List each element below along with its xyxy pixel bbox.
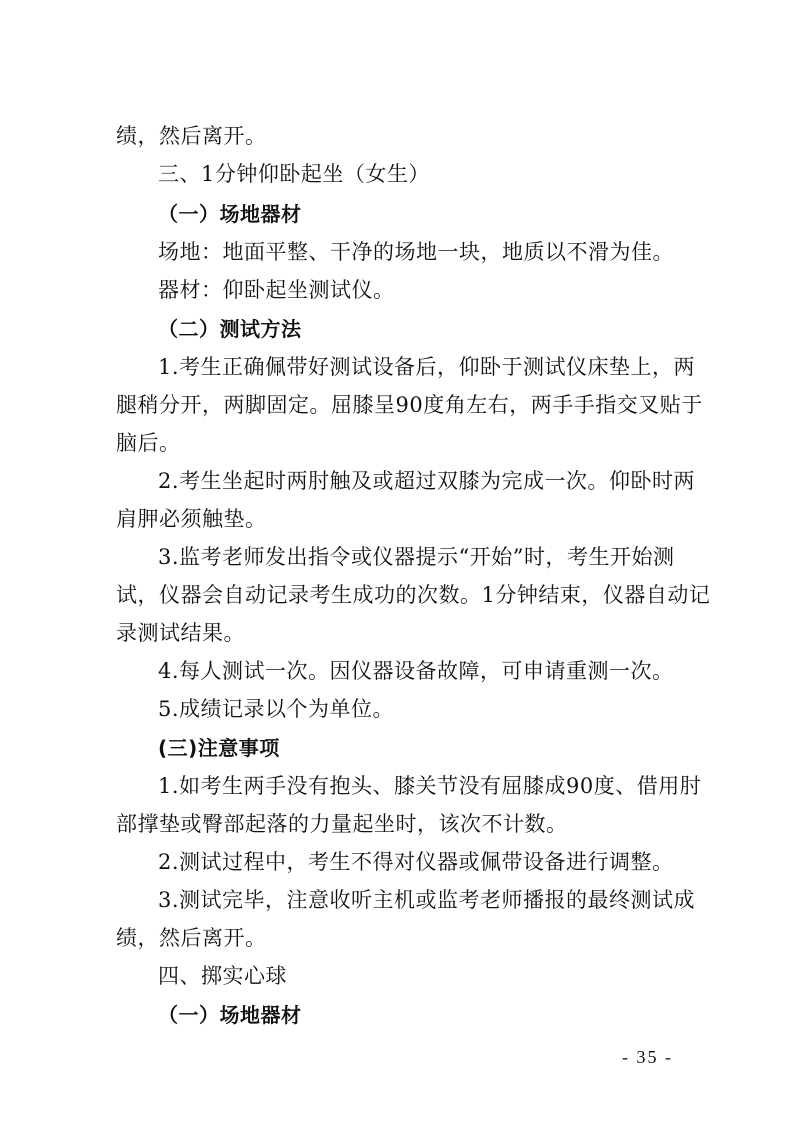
text-line: 3.测试完毕，注意收听主机或监考老师播报的最终测试成 bbox=[158, 888, 696, 912]
text-line: 部撑垫或臀部起落的力量起坐时，该次不计数。 bbox=[116, 812, 568, 836]
text-line: 1.考生正确佩带好测试设备后，仰卧于测试仪床垫上，两 bbox=[158, 355, 696, 379]
text-line: 录测试结果。 bbox=[116, 621, 245, 645]
subsection-heading: （一）场地器材 bbox=[158, 202, 302, 226]
text-line: 绩，然后离开。 bbox=[116, 926, 267, 950]
text-line: 1.如考生两手没有抱头、膝关节没有屈膝成90度、借用肘 bbox=[158, 774, 702, 798]
text-line: 2.考生坐起时两肘触及或超过双膝为完成一次。仰卧时两 bbox=[158, 469, 696, 493]
text-line: 2.测试过程中，考生不得对仪器或佩带设备进行调整。 bbox=[158, 850, 674, 874]
text-line: 肩胛必须触垫。 bbox=[116, 507, 267, 531]
text-line: 4.每人测试一次。因仪器设备故障，可申请重测一次。 bbox=[158, 659, 674, 683]
subsection-heading: （二）测试方法 bbox=[158, 317, 302, 341]
text-line: 腿稍分开，两脚固定。屈膝呈90度角左右，两手手指交叉贴于 bbox=[116, 393, 703, 417]
text-line: 器材：仰卧起坐测试仪。 bbox=[158, 278, 395, 302]
text-line: 试，仪器会自动记录考生成功的次数。1分钟结束，仪器自动记 bbox=[116, 583, 711, 607]
section-heading: 三、1分钟仰卧起坐（女生） bbox=[158, 162, 430, 186]
text-line: 场地：地面平整、干净的场地一块，地质以不滑为佳。 bbox=[158, 240, 674, 264]
text-line: 3.监考老师发出指令或仪器提示“开始”时，考生开始测 bbox=[158, 545, 675, 569]
subsection-heading: (三)注意事项 bbox=[158, 736, 280, 760]
subsection-heading: （一）场地器材 bbox=[158, 1003, 302, 1027]
page-number: - 35 - bbox=[622, 1047, 673, 1067]
text-line: 脑后。 bbox=[116, 431, 181, 455]
text-line: 5.成绩记录以个为单位。 bbox=[158, 697, 395, 721]
section-heading: 四、掷实心球 bbox=[158, 964, 287, 988]
text-line: 绩，然后离开。 bbox=[116, 124, 267, 148]
